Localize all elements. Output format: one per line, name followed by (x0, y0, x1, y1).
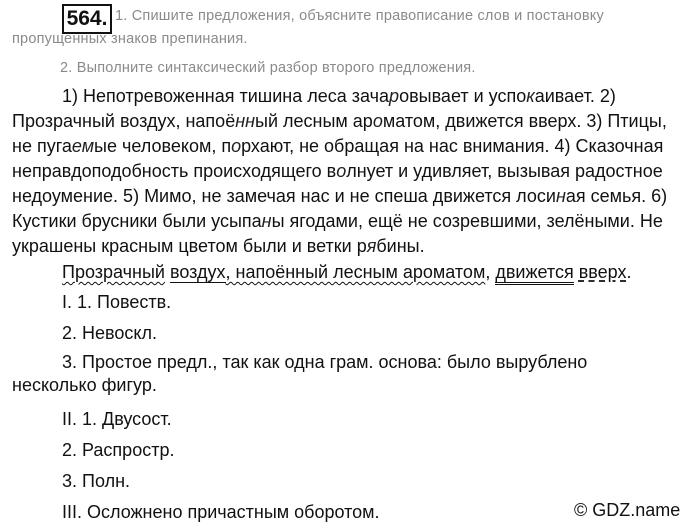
text-line (12, 161, 663, 182)
text-fragment: Кустики брусники были усыпа (12, 211, 262, 231)
text-fragment: рхают, не обращая на нас внимания. 4) Сказочная (241, 136, 664, 156)
highlighted-letters: н (555, 186, 566, 206)
parse-line-6: 3. Полн. (62, 471, 131, 491)
predicate-word: движется (495, 262, 573, 285)
parse-line-3b: несколько фигур. (12, 375, 157, 395)
highlighted-letters: я (366, 236, 377, 256)
text-fragment: бины. (376, 236, 425, 256)
highlighted-letters: к (526, 86, 535, 106)
instruction-1b: пропущенных знаков препинания. (12, 31, 248, 47)
text-fragment: украшены красным цветом были и ветки р (12, 236, 367, 256)
highlighted-letters: о (372, 111, 383, 131)
adverbial-word: вверх (578, 262, 627, 282)
text-fragment: 1) Непотревоженная тишина леса зача (62, 86, 390, 106)
highlighted-letters: о (336, 161, 347, 181)
text-line (12, 136, 663, 157)
text-fragment: ый лесным ар (255, 111, 373, 131)
text-fragment: ая семья. 6) (565, 186, 668, 206)
text-line (12, 236, 425, 257)
text-line (12, 186, 667, 207)
highlighted-letters: нн (235, 111, 256, 131)
text-fragment: ы ягодами, ещё не созревшими, зелёными. Не (271, 211, 663, 231)
highlighted-letters: р (389, 86, 400, 106)
period: . (626, 262, 632, 282)
highlighted-letters: о (231, 136, 242, 156)
parse-line-4: II. 1. Двусост. (62, 409, 172, 429)
participial-phrase: , напоённый лесным ароматом (225, 262, 486, 282)
parse-line-5: 2. Распростр. (62, 440, 175, 460)
text-line (12, 111, 667, 132)
comma: , (485, 262, 496, 282)
text-fragment: ые человеком, п (94, 136, 232, 156)
text-fragment: лнует и удивляет, вызывая радостное (346, 161, 663, 181)
text-fragment: неправдоподобность происходящего в (12, 161, 337, 181)
text-fragment: Прозрачный воздух, напоё (12, 111, 236, 131)
text-fragment: матом, движется вверх. 3) Птицы, (382, 111, 667, 131)
parse-line-2: 2. Невоскл. (62, 323, 157, 343)
instruction-2: 2. Выполните синтаксический разбор второго предложения. (60, 60, 476, 76)
text-fragment: овывает и успо (399, 86, 527, 106)
text-fragment: недоумение. 5) Мимо, не замечая нас и не спеша движется лоси (12, 186, 556, 206)
parsed-sentence (62, 262, 632, 283)
exercise-number: 564. (62, 4, 112, 34)
attribute-word: Прозрачный (62, 262, 165, 282)
text-fragment: не пуга (12, 136, 72, 156)
parse-line-1: I. 1. Повеств. (62, 292, 172, 312)
instruction-1a: 1. Спишите предложения, объясните правописание слов и постановку (115, 8, 604, 24)
subject-word: воздух (169, 262, 226, 282)
parse-line-3a: 3. Простое предл., так как одна грам. основа: было вырублено (62, 352, 588, 372)
text-line (62, 86, 616, 107)
text-fragment: аивает. 2) (534, 86, 616, 106)
highlighted-letters: ем (71, 136, 95, 156)
text-line (12, 211, 663, 232)
highlighted-letters: н (261, 211, 272, 231)
watermark: © GDZ.name (574, 500, 681, 520)
parse-line-7: III. Осложнено причастным оборотом. (62, 502, 380, 522)
